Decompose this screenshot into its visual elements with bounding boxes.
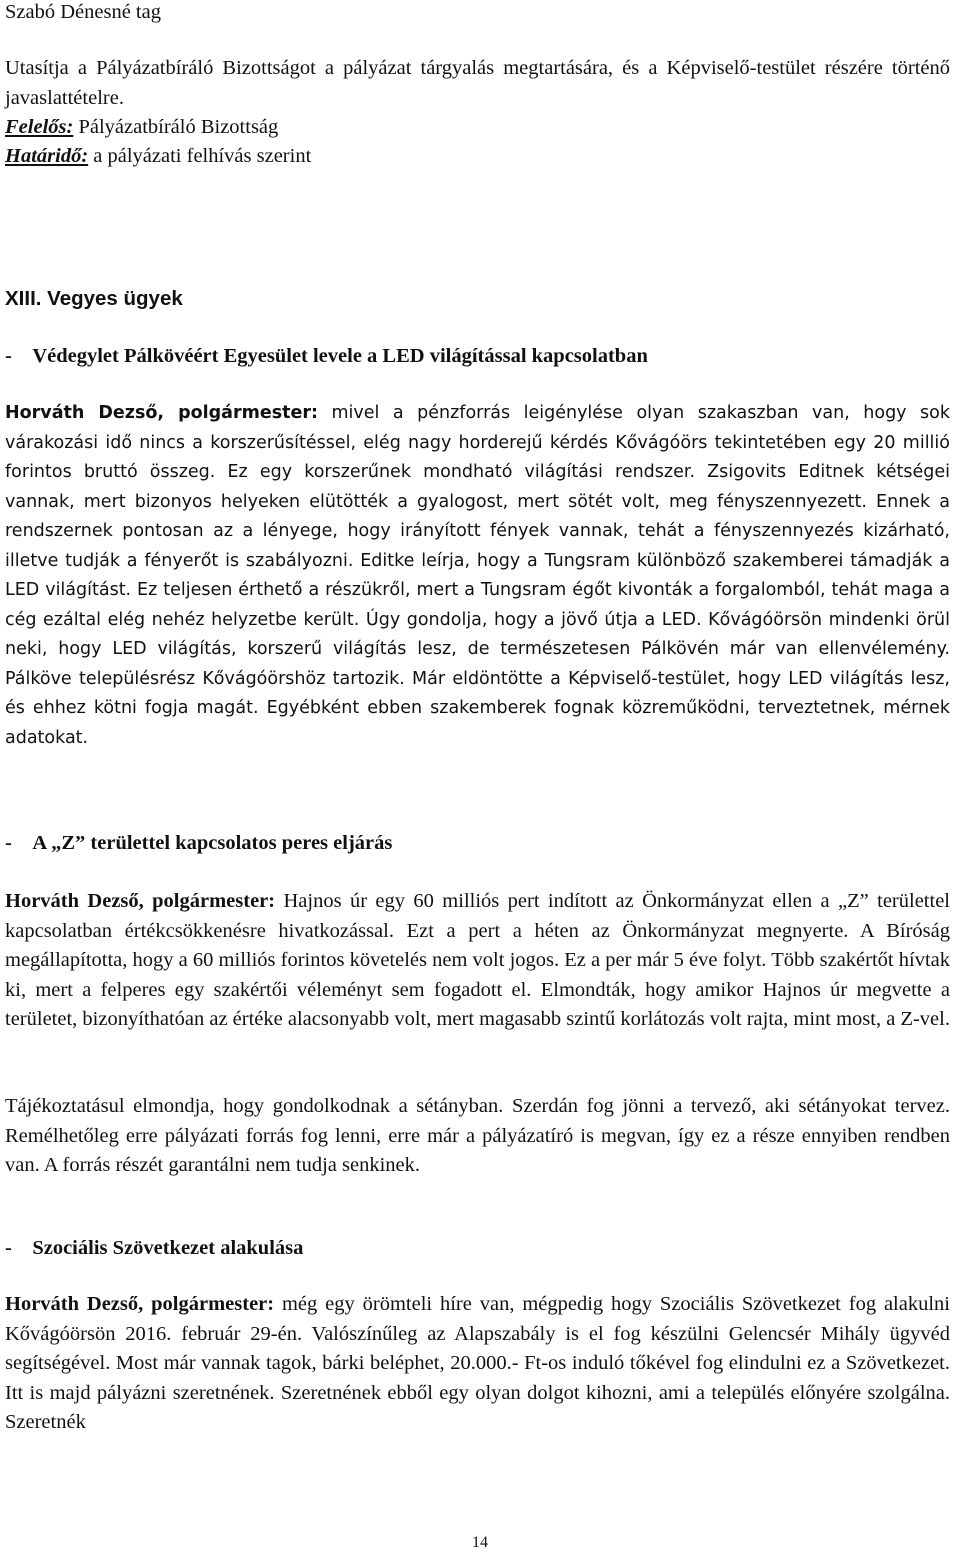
paragraph-text: mivel a pénzforrás leigénylése olyan szakaszban van, hogy sok várakozási idő nincs a korszerűsítéssel, elég nagy horderejű kérdés Kővágóörs tekintetében egy 20 millió forintos bruttó összeg. Ez egy korszerűnek mondható világítási rendszer. Zsigovits Editnek kétségei vannak, mert bizonyos helyeken elütötték a gyalogost, mert sötét volt, meg fényszennyezett. Ennek a rendszernek pontosan az a lényege, hogy irányított fények vannak, tehát a fényszennyezés kizárható, illetve tudják a fényerőt is szabályozni. Editke leírja, hogy a Tungsram különböző szakemberei támadják a LED világítást. Ez teljesen érthető a részükről, mert a Tungsram égőt kivonták a forgalomból, tehát maga a cég ezáltal elég nehéz helyzetbe került. Úgy gondolja, hogy a jövő útja a LED. Kővágóörsön mindenki örül neki, hogy LED világítás, korszerű világítás lesz, de természetesen Pálkövén már van ellenvélemény. Pálköve településrész Kővágóörshöz tartozik. Már eldöntötte a Képviselő-testület, hogy LED világítás lesz, és ehhez kötni fogja magát. Egyébként ebben szakemberek fognak közreműködni, terveztetnek, mérnek adatokat. xyxy=(5,403,951,748)
item-paragraph-promenade: Tájékoztatásul elmondja, hogy gondolkodnak a sétányban. Szerdán fog jönni a tervező, aki sétányokat tervez. Remélhetőleg erre pályázati forrás fog lenni, erre már a pályázatíró is megvan, így ez a része ennyiben rendben van. A forrás részét garantálni nem tudja senkinek. xyxy=(5,1095,950,1176)
responsible-value: Pályázatbíráló Bizottság xyxy=(73,116,279,138)
item-heading-led: - Védegylet Pálkövéért Egyesület levele a LED világítással kapcsolatban xyxy=(5,345,648,367)
section-title: XIII. Vegyes ügyek xyxy=(5,287,183,310)
speaker-label: Horváth Dezső, polgármester: xyxy=(5,1293,275,1315)
item-heading-z-area: - A „Z” területtel kapcsolatos peres eljárás xyxy=(5,832,393,854)
item-paragraph-z-area xyxy=(5,887,950,1035)
speaker-label: Horváth Dezső, polgármester: xyxy=(5,403,318,423)
header-line: Szabó Dénesné tag xyxy=(5,1,161,23)
responsible-label: Felelős: xyxy=(5,116,74,138)
speaker-label: Horváth Dezső, polgármester: xyxy=(5,890,276,912)
page-number: 14 xyxy=(472,1534,488,1551)
responsible-line xyxy=(5,113,950,143)
item-paragraph-led-intro xyxy=(5,399,950,753)
deadline-line xyxy=(5,142,950,172)
resolution-text: Utasítja a Pályázatbíráló Bizottságot a pályázat tárgyalás megtartására, és a Képviselő-testület részére történő javaslattételre. xyxy=(5,57,950,109)
paragraph-text: Hajnos úr egy 60 milliós pert indított az Önkormányzat ellen a „Z” területtel kapcsolatban értékcsökkenésre hivatkozással. Ezt a pert a héten az Önkormányzat megnyerte. A Bíróság megállapította, hogy a 60 milliós forintos követelés nem volt jogos. Ez a per már 5 éve folyt. Több szakértőt hívtak ki, mert a felperes egy szakértői véleményt sem fogadott el. Elmondták, hogy amikor Hajnos úr megvette a területet, bizonyíthatóan az értéke alacsonyabb volt, mert magasabb szintű korlátozás volt rajta, mint most, a Z-vel. xyxy=(5,890,950,1030)
item-paragraph-cooperative xyxy=(5,1290,950,1438)
item-heading-cooperative: - Szociális Szövetkezet alakulása xyxy=(5,1237,304,1259)
deadline-value: a pályázati felhívás szerint xyxy=(88,145,312,167)
deadline-label: Határidő: xyxy=(5,145,89,167)
paragraph-text: még egy örömteli híre van, mégpedig hogy Szociális Szövetkezet fog alakulni Kővágóörsön 2016. február 29-én. Valószínűleg az Alapszabály is el fog készülni Gelencsér Mihály ügyvéd segítségével. Most már vannak tagok, bárki beléphet, 20.000.- Ft-os induló tőkével fog elindulni ez a Szövetkezet. Itt is majd pályázni szeretnének. Szeretnének ebből egy olyan dolgot kihozni, ami a település előnyére szolgálna. Szeretnék xyxy=(5,1293,950,1433)
